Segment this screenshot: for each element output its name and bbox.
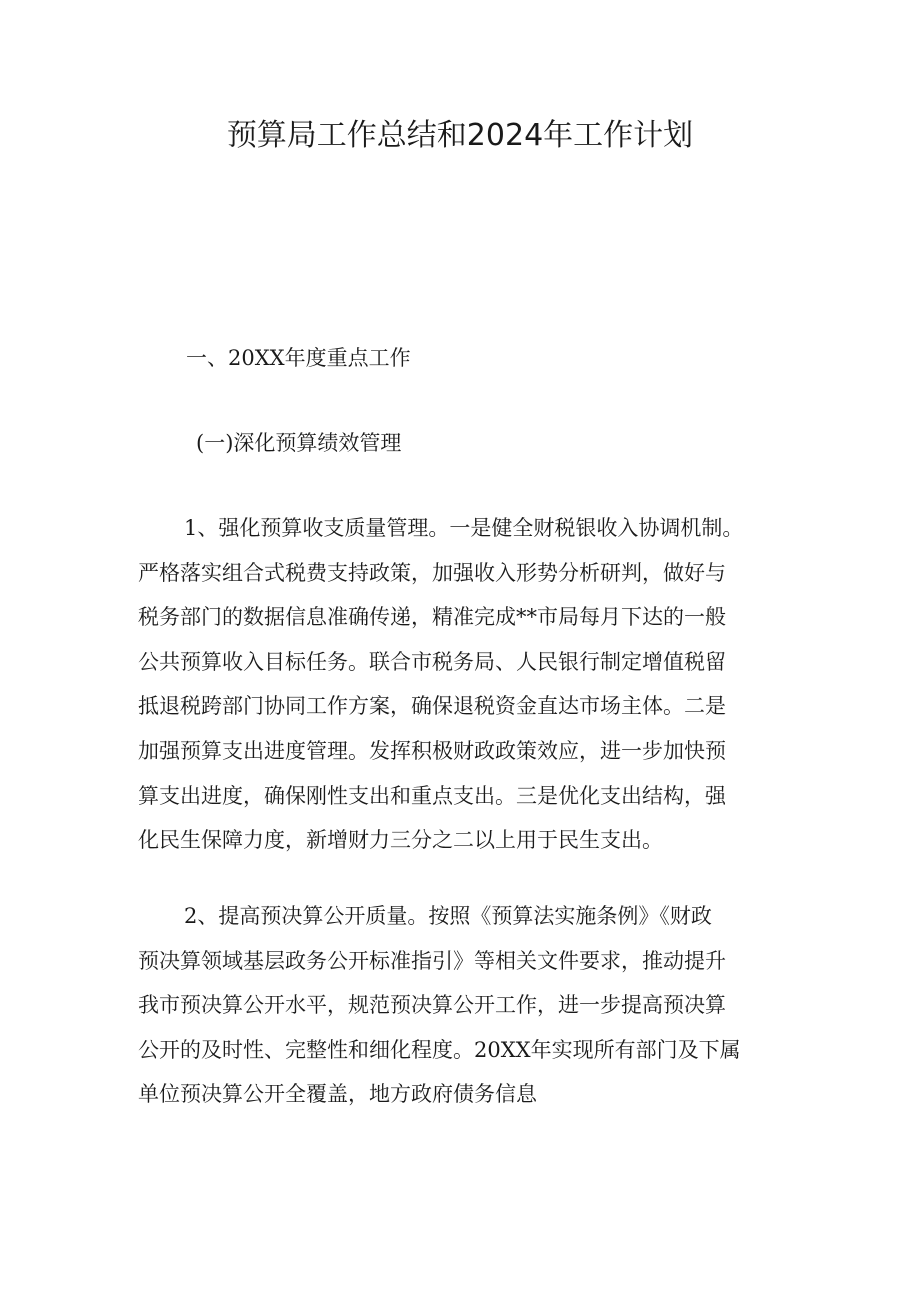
paragraph-line: 公共预算收入目标任务。联合市税务局、人民银行制定增值税留 xyxy=(138,649,726,674)
paragraph-line: 1、强化预算收支质量管理。一是健全财税银收入协调机制。 xyxy=(184,516,744,540)
paragraph-line: 2、提高预决算公开质量。按照《预算法实施条例》《财政 xyxy=(184,904,712,928)
paragraph-line: 化民生保障力度，新增财力三分之二以上用于民生支出。 xyxy=(138,828,663,853)
paragraph-line: 算支出进度，确保刚性支出和重点支出。三是优化支出结构，强 xyxy=(138,783,726,808)
paragraph-line: 加强预算支出进度管理。发挥积极财政政策效应，进一步加快预 xyxy=(138,738,726,763)
paragraph-line: 我市预决算公开水平，规范预决算公开工作，进一步提高预决算 xyxy=(138,993,726,1018)
document-title: 预算局工作总结和2024年工作计划 xyxy=(226,118,694,153)
subsection-heading: (一)深化预算绩效管理 xyxy=(196,431,402,455)
paragraph-line: 抵退税跨部门协同工作方案，确保退税资金直达市场主体。二是 xyxy=(138,694,726,719)
paragraph-2 xyxy=(138,894,790,1117)
paragraph-line: 预决算领域基层政务公开标准指引》等相关文件要求，推动提升 xyxy=(138,948,726,973)
paragraph-line: 严格落实组合式税费支持政策，加强收入形势分析研判，做好与 xyxy=(138,560,726,585)
section-heading: 一、20XX年度重点工作 xyxy=(186,346,411,370)
paragraph-1 xyxy=(138,506,790,863)
paragraph-line: 税务部门的数据信息准确传递，精准完成**市局每月下达的一般 xyxy=(138,605,726,630)
paragraph-line: 公开的及时性、完整性和细化程度。20XX年实现所有部门及下属 xyxy=(138,1037,741,1062)
paragraph-line: 单位预决算公开全覆盖，地方政府债务信息 xyxy=(138,1082,537,1107)
